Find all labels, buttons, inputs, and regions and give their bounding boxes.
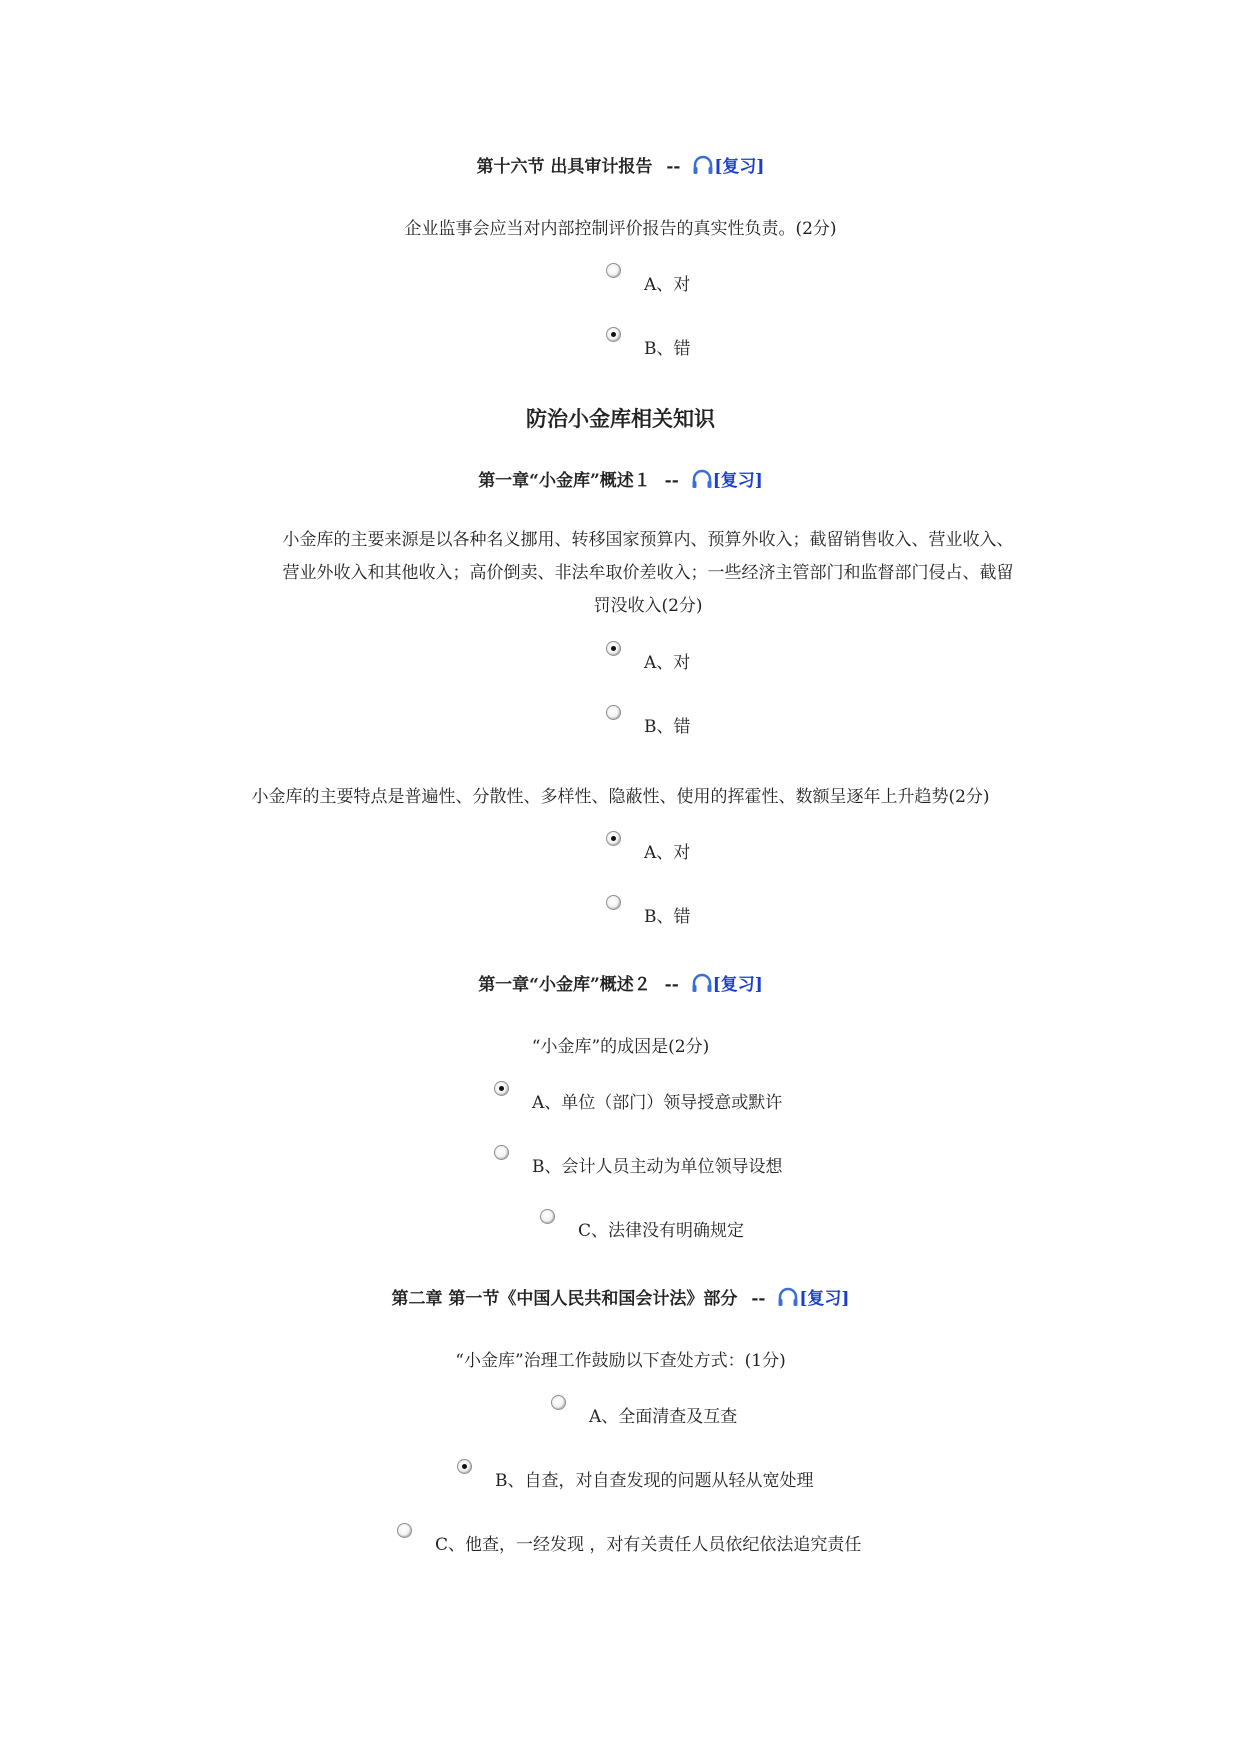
option-q5-b: B、自查，对自查发现的问题从轻从宽处理: [495, 1471, 814, 1491]
separator: --: [751, 1289, 766, 1309]
review-link[interactable]: [复习]: [712, 471, 763, 491]
radio-q2-a[interactable]: [606, 641, 621, 656]
option-q2-a: A、对: [644, 653, 691, 673]
radio-q4-a[interactable]: [494, 1081, 509, 1096]
radio-selected-dot: [462, 1464, 467, 1469]
radio-selected-dot: [499, 1086, 504, 1091]
review-link[interactable]: [复习]: [714, 157, 765, 177]
option-q4-a: A、单位（部门）领导授意或默许: [532, 1093, 783, 1113]
radio-q2-b[interactable]: [606, 705, 621, 720]
separator: --: [664, 471, 679, 491]
question-5-text: “小金库”治理工作鼓励以下查处方式：(1分): [455, 1351, 786, 1371]
option-q5-a: A、全面清查及互查: [589, 1407, 738, 1427]
option-q1-a: A、对: [644, 275, 691, 295]
radio-q5-b[interactable]: [457, 1459, 472, 1474]
section-title: 第二章 第一节《中国人民共和国会计法》部分: [391, 1289, 738, 1309]
section-title: 第一章“小金库”概述２: [478, 975, 651, 995]
section-title: 第十六节 出具审计报告: [476, 157, 653, 177]
question-1-text: 企业监事会应当对内部控制评价报告的真实性负责。(2分): [404, 219, 837, 239]
option-q4-c: C、法律没有明确规定: [578, 1221, 745, 1241]
section-header-3: [0, 970, 1241, 998]
option-q1-b: B、错: [644, 339, 691, 359]
part-title: 防治小金库相关知识: [526, 406, 715, 431]
review-link[interactable]: [复习]: [712, 975, 763, 995]
radio-selected-dot: [611, 836, 616, 841]
radio-q4-c[interactable]: [540, 1209, 555, 1224]
section-header-2: [0, 466, 1241, 494]
headphones-icon: [691, 469, 713, 494]
radio-q3-b[interactable]: [606, 895, 621, 910]
radio-q3-a[interactable]: [606, 831, 621, 846]
section-title: 第一章“小金库”概述１: [478, 471, 651, 491]
review-link[interactable]: [复习]: [799, 1289, 850, 1309]
question-4-text: “小金库”的成因是(2分): [531, 1037, 710, 1057]
option-q3-b: B、错: [644, 907, 691, 927]
headphones-icon: [691, 973, 713, 998]
question-3-text: 小金库的主要特点是普遍性、分散性、多样性、隐蔽性、使用的挥霍性、数额呈逐年上升趋势(2分): [251, 787, 990, 807]
option-q4-b: B、会计人员主动为单位领导设想: [532, 1157, 783, 1177]
separator: --: [666, 157, 681, 177]
option-q5-c: C、他查，一经发现 ，对有关责任人员依纪依法追究责任: [435, 1535, 862, 1555]
radio-q5-a[interactable]: [551, 1395, 566, 1410]
question-line: 营业外收入和其他收入；高价倒卖、非法牟取价差收入；一些经济主管部门和监督部门侵占、截留: [282, 563, 1014, 583]
question-line: 罚没收入(2分): [593, 596, 703, 616]
question-2-text: [243, 524, 1053, 623]
radio-q4-b[interactable]: [494, 1145, 509, 1160]
headphones-icon: [777, 1287, 799, 1312]
radio-selected-dot: [611, 646, 616, 651]
headphones-icon: [692, 155, 714, 180]
radio-selected-dot: [611, 332, 616, 337]
separator: --: [664, 975, 679, 995]
section-header-1: [0, 152, 1241, 180]
radio-q1-a[interactable]: [606, 263, 621, 278]
question-line: 小金库的主要来源是以各种名义挪用、转移国家预算内、预算外收入；截留销售收入、营业收入、: [282, 530, 1014, 550]
radio-q5-c[interactable]: [397, 1523, 412, 1538]
section-header-4: [0, 1284, 1241, 1312]
radio-q1-b[interactable]: [606, 327, 621, 342]
option-q3-a: A、对: [644, 843, 691, 863]
option-q2-b: B、错: [644, 717, 691, 737]
